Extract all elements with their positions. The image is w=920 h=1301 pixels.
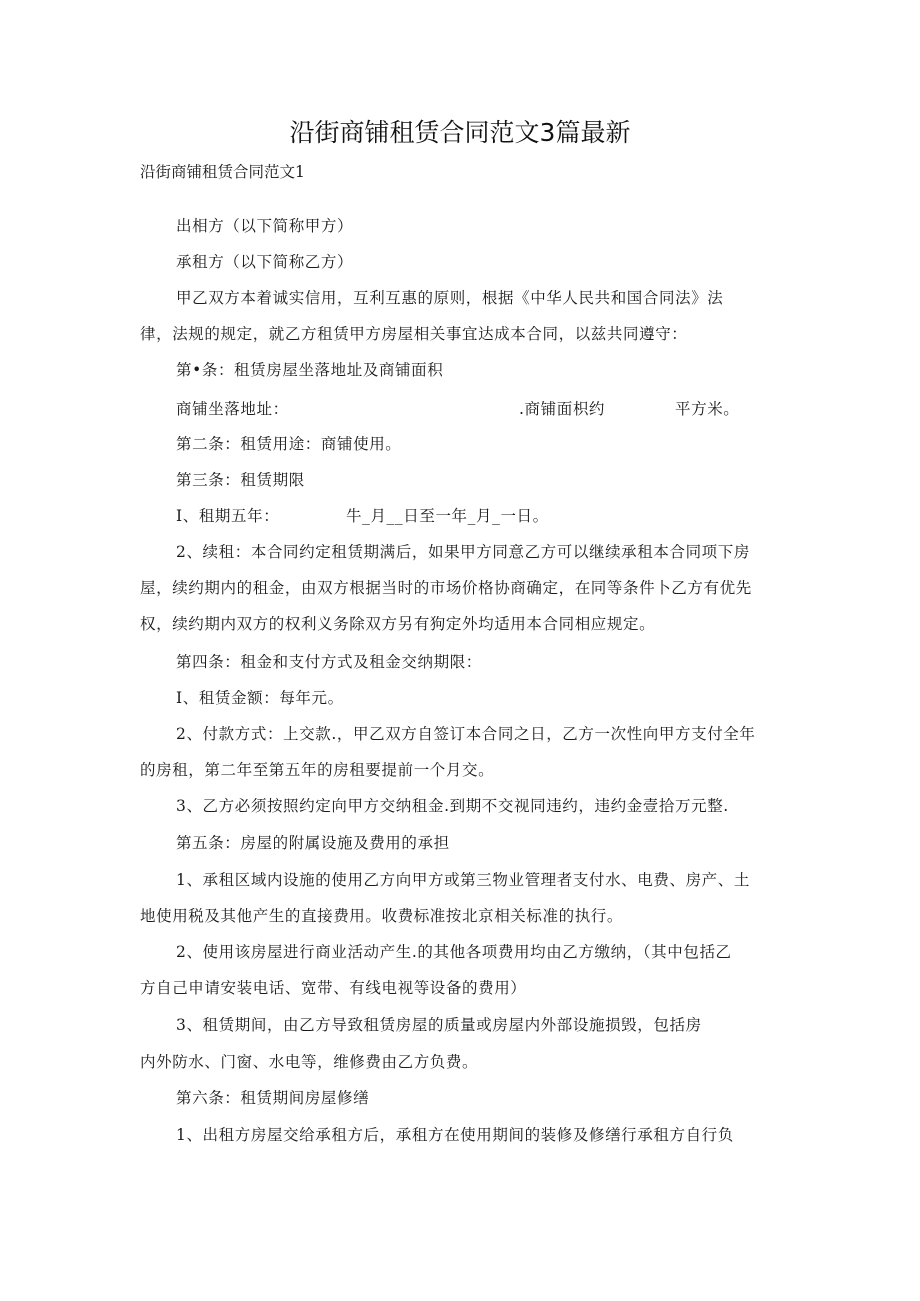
paragraph-line: 第•条：租赁房屋坐落地址及商铺面积 [176,361,444,379]
paragraph-line: 3、乙方必须按照约定向甲方交纳租金.到期不交视同违约，违约金壹拾万元整. [176,797,729,815]
paragraph-line: 屋，续约期内的租金，由双方根据当时的市场价格协商确定，在同等条件卜乙方有优先 [140,579,752,597]
paragraph-line: 第三条：租赁期限 [176,471,305,489]
paragraph-line: 第二条：租赁用途：商铺使用。 [176,435,402,453]
paragraph-line: 的房租，第二年至第五年的房租要提前一个月交。 [140,761,495,779]
paragraph-line: 律，法规的规定，就乙方租赁甲方房屋相关事宜达成本合同，以兹共同遵守： [140,325,688,343]
paragraph-line: 第六条：租赁期间房屋修缮 [176,1089,370,1107]
paragraph-line: 2、付款方式：上交款.，甲乙双方自签订本合同之日，乙方一次性向甲方支付全年 [176,725,756,743]
paragraph-line: 2、使用该房屋进行商业活动产生.的其他各项费用均由乙方缴纳，（其中包括乙 [176,943,732,961]
paragraph-line-area-label: .商铺面枳约 [519,400,606,418]
paragraph-line: 1、出租方房屋交给承租方后，承租方在使用期间的装修及修缮行承租方自行负 [176,1126,734,1144]
paragraph-line: 内外防水、门窗、水电等，维修费由乙方负费。 [140,1053,479,1071]
paragraph-line: 权，续约期内双方的权利义务除双方另有狗定外均适用本合同相应规定。 [140,615,656,633]
paragraph-line: 承租方（以下简称乙方） [176,253,354,271]
paragraph-line: 第五条：房屋的附属设施及费用的承担 [176,834,450,852]
paragraph-line-area-unit: 平方米。 [675,400,740,418]
paragraph-line-term-dates: 牛_月__日至一年_月_一日。 [346,507,549,525]
paragraph-line: 1、承租区域内设施的使用乙方向甲方或第三物业管理者支付水、电费、房产、土 [176,871,750,889]
paragraph-line: I、租赁金额：每年元。 [176,689,344,707]
paragraph-line: 方自己申请安装电话、宽带、有线电视等设备的费用） [140,979,527,997]
paragraph-line: 地使用税及其他产生的直接费用。收费标准按北京相关标准的执行。 [140,907,624,925]
paragraph-line-term-label: I、租期五年： [176,507,280,525]
paragraph-line-address-label: 商铺坐落地址： [176,400,289,418]
paragraph-line: 出相方（以下简称甲方） [176,217,354,235]
paragraph-line: 甲乙双方本着诚实信用，互利互惠的原则，根据《中华人民共和国合同法》法 [176,289,724,307]
document-subtitle: 沿街商铺租赁合同范文1 [140,163,305,181]
document-title: 沿街商铺租赁合同范文3篇最新 [289,118,631,147]
paragraph-line: 3、租赁期间，由乙方导致租赁房屋的质量或房屋内外部设施损毁，包括房 [176,1016,702,1034]
paragraph-line: 第四条：租金和支付方式及租金交纳期限： [176,653,482,671]
paragraph-line: 2、续租：本合同约定租赁期满后，如果甲方同意乙方可以继续承租本合同项下房 [176,543,750,561]
